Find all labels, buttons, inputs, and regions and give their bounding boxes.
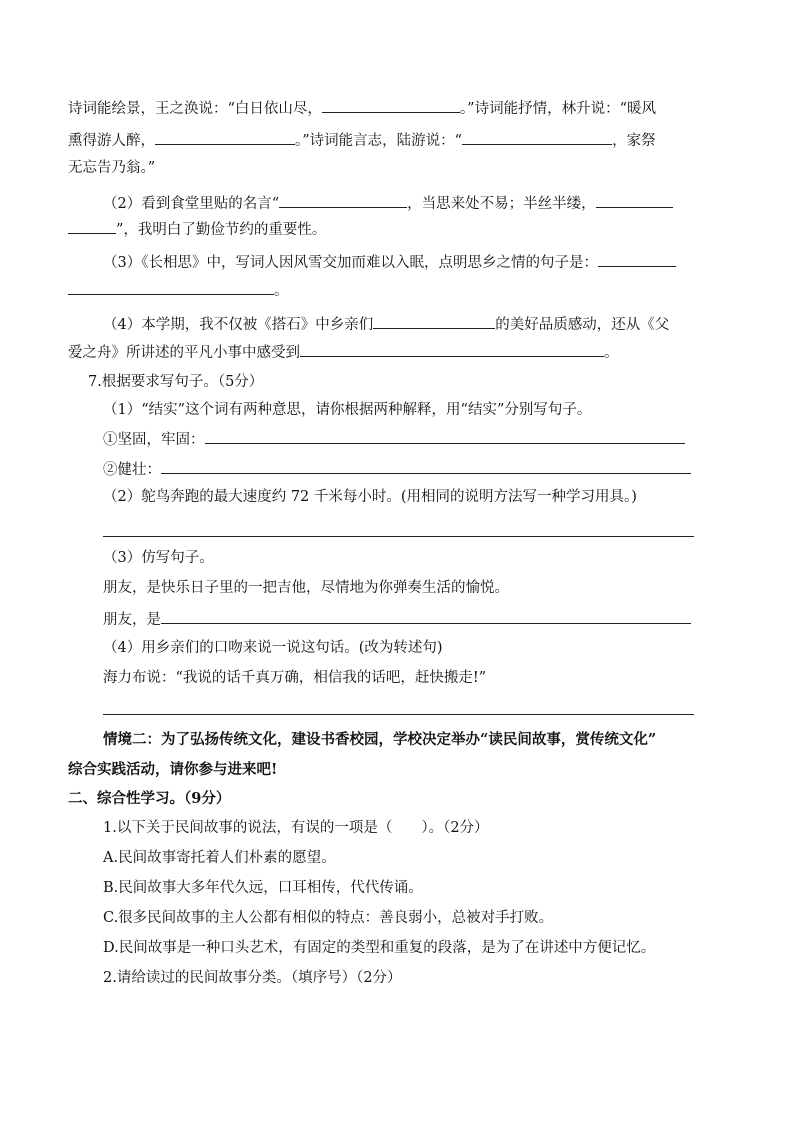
answer-blank[interactable]	[205, 428, 685, 444]
q6-2-text-c: ”，我明白了勤俭节约的重要性。	[116, 222, 327, 238]
answer-blank[interactable]	[462, 129, 612, 145]
s2-q1-option-b[interactable]: B.民间故事大多年代久远，口耳相传，代代传诵。	[103, 880, 423, 896]
q7-part3-prompt: （3）仿写句子。	[103, 550, 214, 566]
answer-line[interactable]	[103, 714, 694, 715]
s2-q1-option-d[interactable]: D.民间故事是一种口头艺术，有固定的类型和重复的段落，是为了在讲述中方便记忆。	[103, 940, 656, 956]
scenario-2-line1: 情境二：为了弘扬传统文化，建设书香校园，学校决定举办“读民间故事，赏传统文化”	[103, 731, 657, 748]
q7-part3-start: 朋友，是	[103, 612, 161, 628]
q7-part2-prompt: （2）鸵鸟奔跑的最大速度约 72 千米每小时。(用相同的说明方法写一种学习用具。)	[103, 489, 637, 505]
q6-4-text-d: 。	[604, 345, 619, 361]
s2-q2-prompt: 2.请给读过的民间故事分类。（填序号）（2分）	[103, 970, 402, 986]
q7-meaning1	[103, 428, 685, 450]
answer-blank[interactable]	[598, 251, 676, 267]
answer-blank[interactable]	[279, 192, 407, 208]
answer-blank[interactable]	[373, 313, 495, 329]
q6-4-text-a: （4）本学期，我不仅被《搭石》中乡亲们	[103, 317, 374, 333]
q6-1-line1	[68, 97, 656, 119]
answer-blank[interactable]	[161, 608, 691, 624]
scenario-2-line2: 综合实践活动，请你参与进来吧!	[68, 761, 278, 778]
answer-blank[interactable]	[300, 341, 604, 357]
q6-1-line2	[68, 129, 656, 151]
q6-4-text-c: 爱之舟》所讲述的平凡小事中感受到	[68, 345, 300, 361]
s2-q1-option-c[interactable]: C.很多民间故事的主人公都有相似的特点：善良弱小，总被对手打败。	[103, 910, 554, 926]
q6-3-text-b: 。	[274, 283, 289, 299]
q7-part1-prompt: （1）“结实”这个词有两种意思，请你根据两种解释，用“结实”分别写句子。	[103, 402, 592, 418]
q6-4-line1	[103, 313, 669, 335]
q6-3-line1	[103, 251, 676, 273]
s2-q1-option-a[interactable]: A.民间故事寄托着人们朴素的愿望。	[103, 850, 336, 866]
q7-title: 7.根据要求写句子。（5分）	[88, 374, 264, 390]
q6-4-line2	[68, 341, 619, 363]
answer-line[interactable]	[103, 536, 694, 537]
q7-part3-example: 朋友，是快乐日子里的一把吉他，尽情地为你弹奏生活的愉悦。	[103, 580, 509, 596]
q6-1-line3: 无忘告乃翁。”	[68, 160, 156, 176]
q6-2-text-a: （2）看到食堂里贴的名言“	[103, 196, 280, 212]
section-2-title: 二、综合性学习。（9分）	[68, 790, 231, 807]
q6-2-line1	[103, 192, 673, 214]
answer-blank[interactable]	[322, 97, 460, 113]
q6-3-line2	[68, 279, 289, 301]
s2-q1-prompt: 1.以下关于民间故事的说法，有误的一项是（ ）。（2分）	[103, 820, 489, 836]
q6-4-text-b: 的美好品质感动，还从《父	[495, 317, 670, 333]
q7-part3-answer	[103, 608, 691, 630]
answer-blank[interactable]	[161, 458, 691, 474]
q6-1-text-b: 。”诗词能抒情，林升说：“暖风	[459, 101, 656, 117]
q6-1-text-a: 诗词能绘景，王之涣说：“白日依山尽，	[68, 101, 322, 117]
q6-1-text-e: ，家祭	[612, 133, 656, 149]
q7-meaning1-label: ①坚固，牢固：	[103, 432, 205, 448]
q7-meaning2-label: ②健壮：	[103, 462, 161, 478]
q6-2-text-b: ，当思来处不易；半丝半缕，	[407, 196, 596, 212]
q7-meaning2	[103, 458, 691, 480]
q6-1-text-d: 。”诗词能言志，陆游说：“	[295, 133, 463, 149]
q7-part4-quote: 海力布说：“我说的话千真万确，相信我的话吧，赶快搬走!”	[103, 670, 487, 686]
answer-blank[interactable]	[68, 218, 116, 234]
answer-blank[interactable]	[68, 279, 274, 295]
answer-blank[interactable]	[155, 129, 295, 145]
q6-2-line2	[68, 218, 326, 240]
q6-3-text-a: （3）《长相思》中，写词人因风雪交加而难以入眠，点明思乡之情的句子是：	[103, 255, 598, 271]
q7-part4-prompt: （4）用乡亲们的口吻来说一说这句话。(改为转述句)	[103, 640, 443, 656]
answer-blank[interactable]	[596, 192, 673, 208]
q6-1-text-c: 熏得游人醉，	[68, 133, 155, 149]
